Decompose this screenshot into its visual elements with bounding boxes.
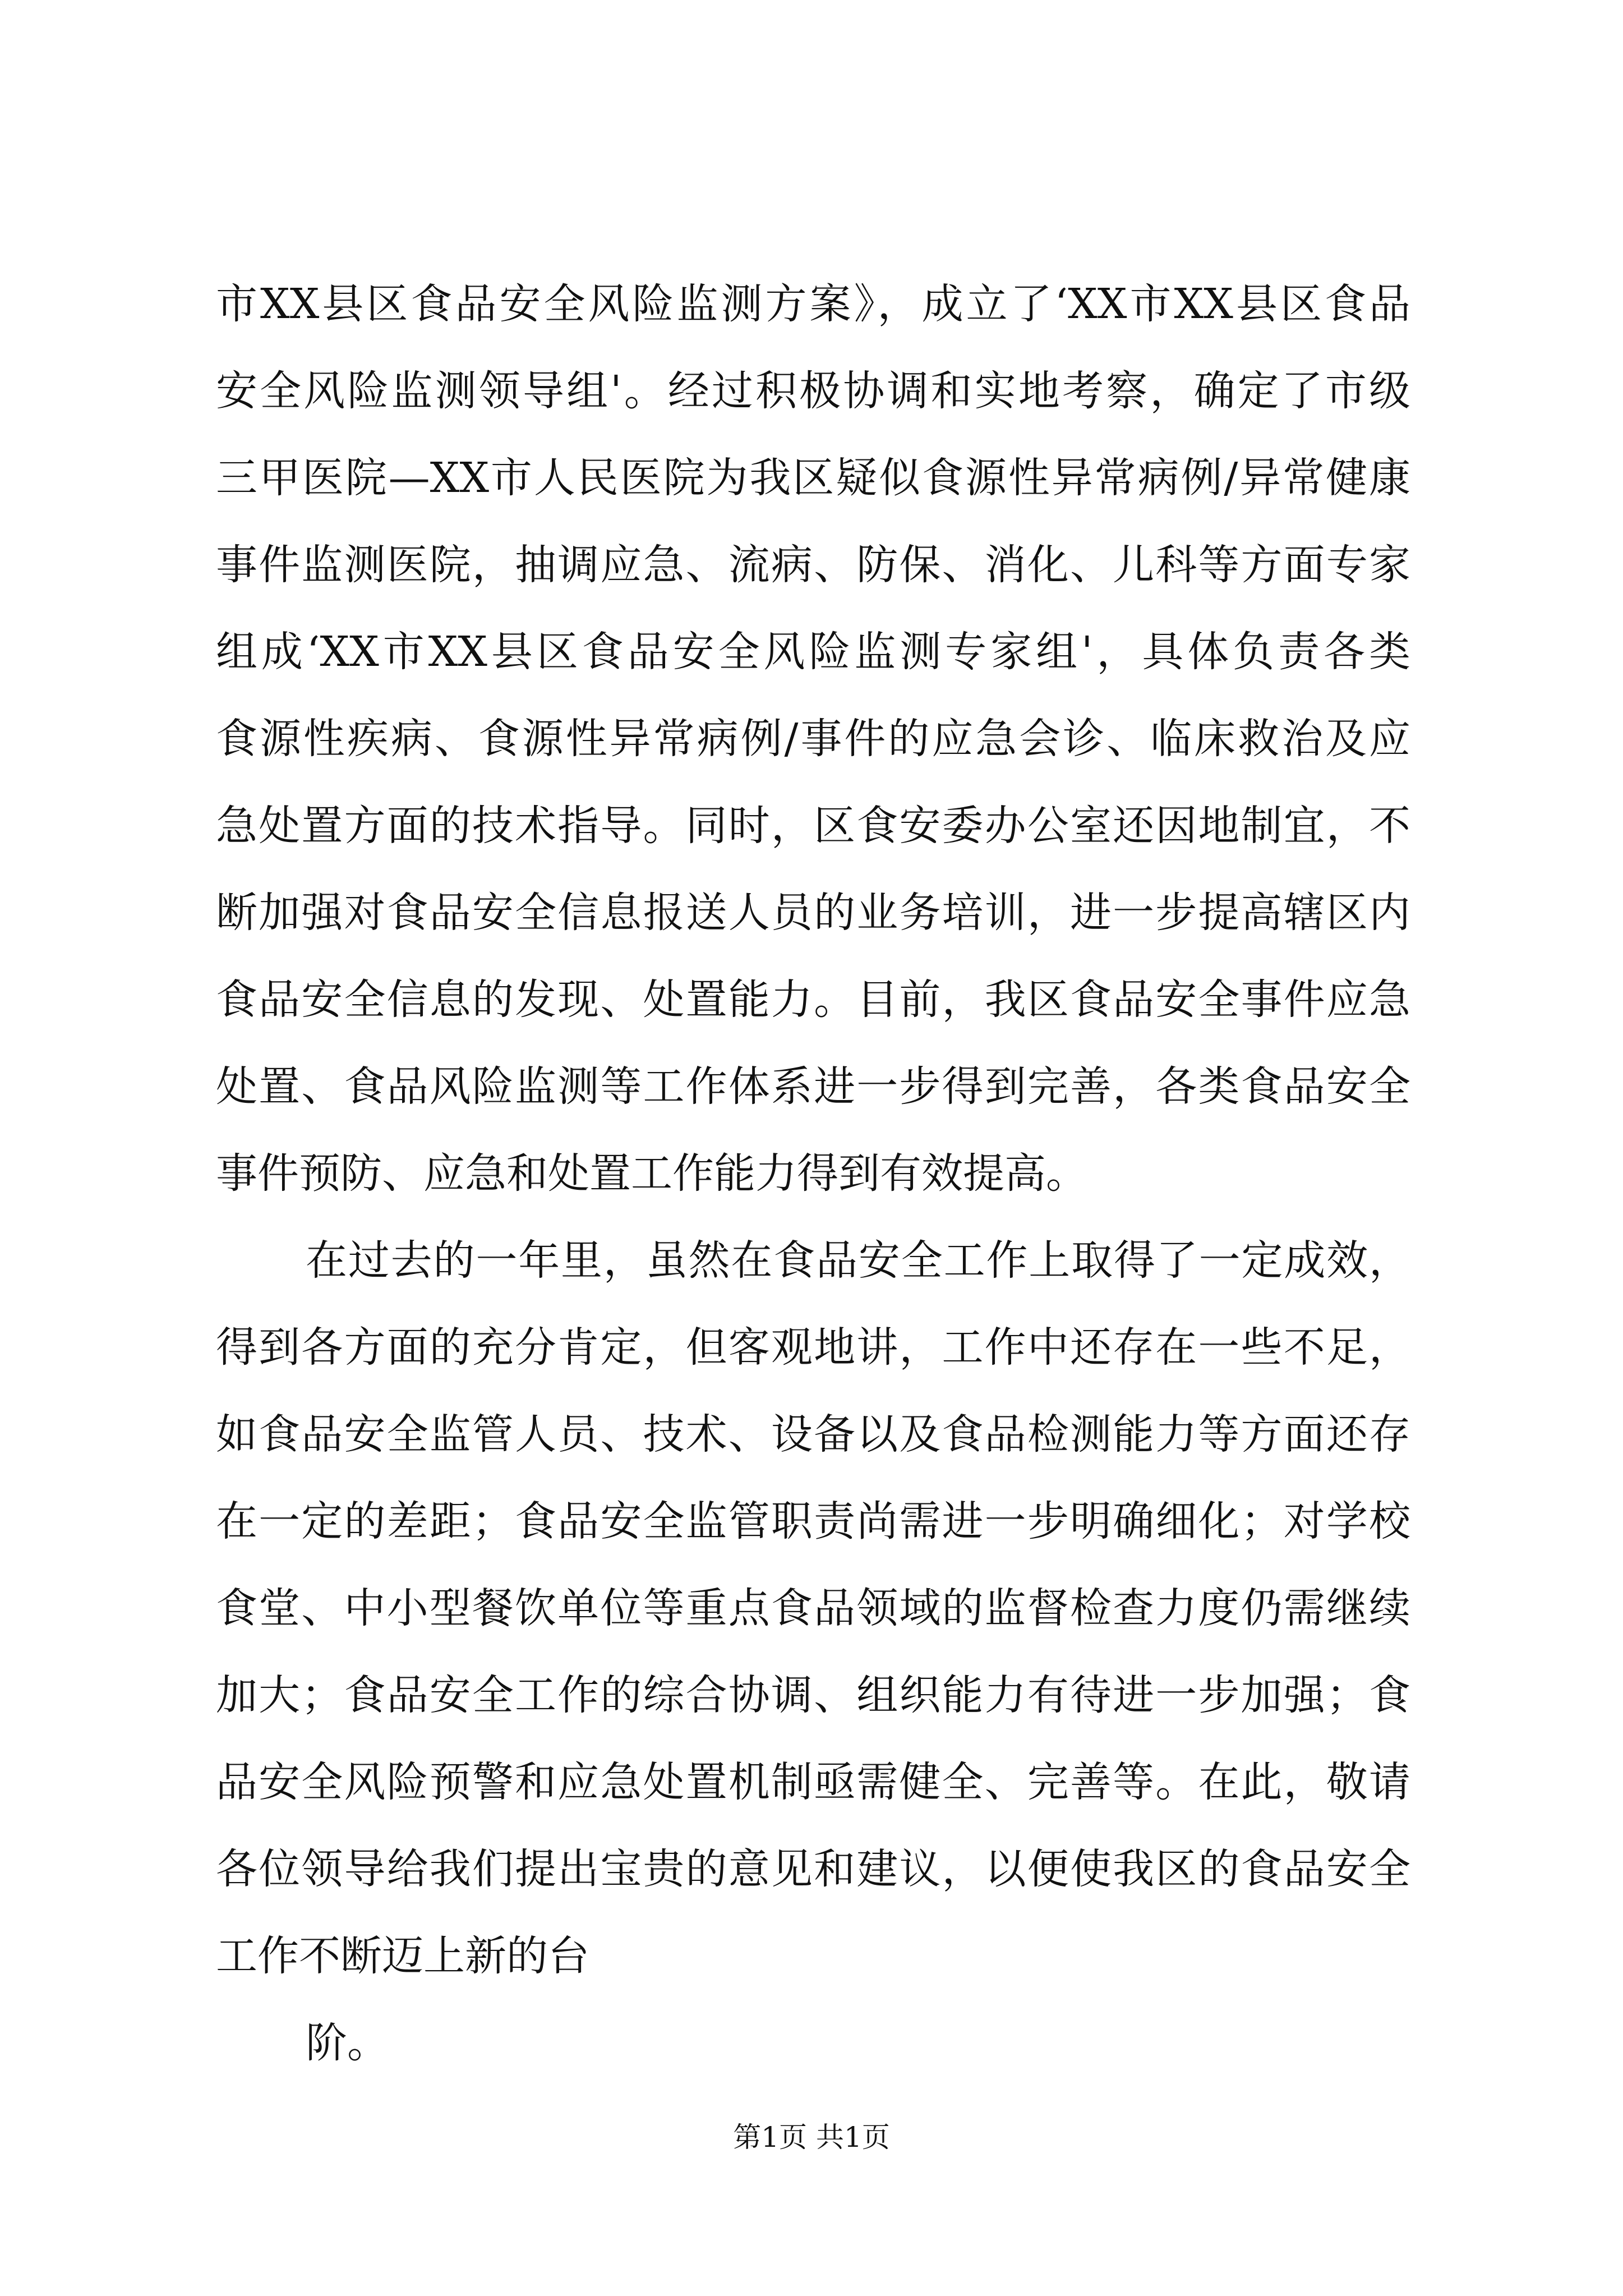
paragraph-2-line-2: 得到各方面的充分肯定，但客观地讲，工作中还存在一些不足， xyxy=(216,1323,1410,1372)
paragraph-1-line-8: 断加强对食品安全信息报送人员的业务培训，进一步提高辖区内 xyxy=(216,889,1410,937)
paragraph-2-line-9: 工作不断迈上新的台 xyxy=(216,1932,589,1980)
paragraph-1-line-10: 处置、食品风险监测等工作体系进一步得到完善，各类食品安全 xyxy=(216,1062,1410,1111)
paragraph-1-line-4: 事件监测医院，抽调应急、流病、防保、消化、儿科等方面专家 xyxy=(216,541,1410,589)
paragraph-1-line-6: 食源性疾病、食源性异常病例/事件的应急会诊、临床救治及应 xyxy=(216,715,1410,763)
paragraph-1-line-11: 事件预防、应急和处置工作能力得到有效提高。 xyxy=(216,1149,1087,1198)
paragraph-3-line-1: 阶。 xyxy=(306,2019,389,2067)
paragraph-1-line-9: 食品安全信息的发现、处置能力。目前，我区食品安全事件应急 xyxy=(216,976,1410,1024)
paragraph-1-line-5: 组成‘XX市XX县区食品安全风险监测专家组'，具体负责各类 xyxy=(216,628,1410,676)
document-body xyxy=(216,261,1410,2087)
paragraph-1-line-3: 三甲医院—XX市人民医院为我区疑似食源性异常病例/异常健康 xyxy=(216,454,1410,502)
paragraph-2-line-3: 如食品安全监管人员、技术、设备以及食品检测能力等方面还存 xyxy=(216,1410,1410,1458)
paragraph-2-line-1: 在过去的一年里，虽然在食品安全工作上取得了一定成效， xyxy=(306,1236,1410,1285)
paragraph-1-line-2: 安全风险监测领导组'。经过积极协调和实地考察，确定了市级 xyxy=(216,367,1410,415)
paragraph-2-line-8: 各位领导给我们提出宝贵的意见和建议，以便使我区的食品安全 xyxy=(216,1845,1410,1893)
paragraph-2-line-5: 食堂、中小型餐饮单位等重点食品领域的监督检查力度仍需继续 xyxy=(216,1584,1410,1632)
page-footer xyxy=(0,2118,1623,2157)
paragraph-2-line-6: 加大；食品安全工作的综合协调、组织能力有待进一步加强；食 xyxy=(216,1671,1410,1719)
paragraph-2-line-4: 在一定的差距；食品安全监管职责尚需进一步明确细化；对学校 xyxy=(216,1497,1410,1545)
paragraph-2-line-7: 品安全风险预警和应急处置机制亟需健全、完善等。在此，敬请 xyxy=(216,1758,1410,1806)
paragraph-1-line-1: 市XX县区食品安全风险监测方案》，成立了‘XX市XX县区食品 xyxy=(216,280,1410,328)
page-number-label: 第1页 共1页 xyxy=(733,2121,890,2154)
paragraph-1-line-7: 急处置方面的技术指导。同时，区食安委办公室还因地制宜，不 xyxy=(216,802,1410,850)
